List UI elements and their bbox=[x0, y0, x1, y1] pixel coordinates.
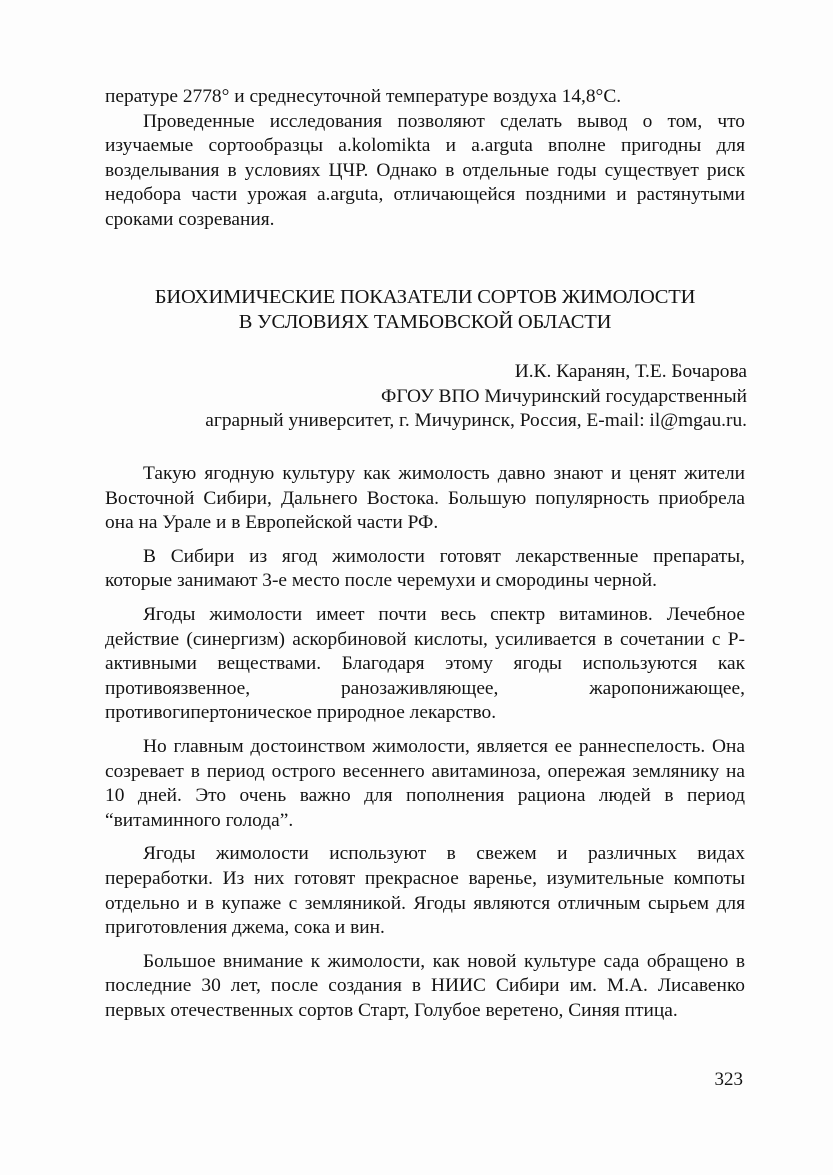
affiliation-line-1: ФГОУ ВПО Мичуринский государственный bbox=[381, 385, 747, 407]
body-paragraph-2: В Сибири из ягод жимолости готовят лекарственные препараты, которые занимают 3-е место после черемухи и смородины черной. bbox=[105, 545, 745, 592]
authors: И.К. Каранян, Т.Е. Бочарова bbox=[514, 361, 747, 382]
title-line-2: В УСЛОВИЯХ ТАМБОВСКОЙ ОБЛАСТИ bbox=[238, 311, 612, 333]
body-paragraph-6: Большое внимание к жимолости, как новой культуре сада обращено в последние 30 лет, после создания в НИИС Сибири им. М.А. Лисавенко первых отечественных сортов Старт, Голубое веретено, Синяя птица. bbox=[105, 950, 745, 1021]
article-body bbox=[105, 462, 745, 1032]
conclusion-paragraph: Проведенные исследования позволяют сделать вывод о том, что изучаемые сортообразцы a.kolomikta и a.arguta вполне пригодны для возделывания в условиях ЦЧР. Однако в отдельные годы существует риск недобора части урожая a.arguta, отличающейся поздними и растянутыми сроками созревания. bbox=[105, 110, 745, 230]
title-line-1: БИОХИМИЧЕСКИЕ ПОКАЗАТЕЛИ СОРТОВ ЖИМОЛОСТИ bbox=[154, 286, 696, 308]
author-info bbox=[47, 360, 747, 434]
continuation-line: пературе 2778° и среднесуточной температуре воздуха 14,8°С. bbox=[105, 86, 622, 107]
article-title bbox=[100, 285, 750, 335]
body-paragraph-5: Ягоды жимолости используют в свежем и различных видах переработки. Из них готовят прекрасное варенье, изумительные компоты отдельно и в купаже с земляникой. Ягоды являются отличным сырьем для приготовления джема, сока и вин. bbox=[105, 843, 745, 939]
previous-article-ending bbox=[105, 85, 745, 233]
page-number: 323 bbox=[714, 1069, 743, 1090]
body-paragraph-1: Такую ягодную культуру как жимолость давно знают и ценят жители Восточной Сибири, Дальнего Востока. Большую популярность приобрела она на Урале и в Европейской части РФ. bbox=[105, 463, 745, 534]
body-paragraph-4: Но главным достоинством жимолости, является ее раннеспелость. Она созревает в период острого весеннего авитаминоза, опережая землянику на 10 дней. Это очень важно для пополнения рациона людей в период “витаминного голода”. bbox=[105, 735, 745, 831]
affiliation-line-2: аграрный университет, г. Мичуринск, Россия, E-mail: il@mgau.ru. bbox=[205, 410, 747, 432]
body-paragraph-3: Ягоды жимолости имеет почти весь спектр витаминов. Лечебное действие (синергизм) аскорбиновой кислоты, усиливается в сочетании с Р-активными веществами. Благодаря этому ягоды используются как противоязвенное, ранозаживляющее, жаропонижающее, противогипертоническое природное лекарство. bbox=[105, 603, 745, 724]
